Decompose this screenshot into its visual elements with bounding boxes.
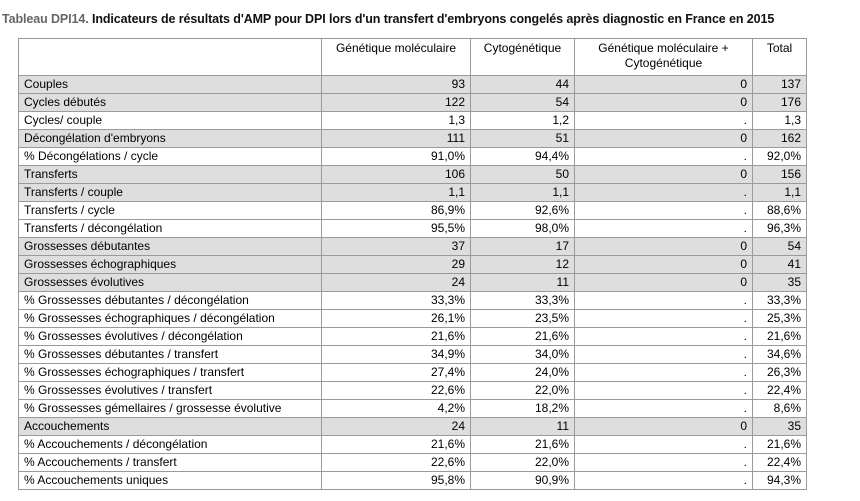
table-title: [2, 12, 860, 26]
cell-molecular-genetics: 22,6%: [322, 382, 471, 400]
cell-total: 96,3%: [753, 220, 807, 238]
cell-combined: .: [575, 472, 753, 490]
results-table: [18, 38, 807, 490]
table-row: [19, 328, 807, 346]
header-cytogenetics: Cytogénétique: [471, 39, 575, 76]
header-molecular-genetics: Génétique moléculaire: [322, 39, 471, 76]
cell-cytogenetics: 50: [471, 166, 575, 184]
cell-total: 41: [753, 256, 807, 274]
cell-combined: .: [575, 436, 753, 454]
cell-molecular-genetics: 21,6%: [322, 328, 471, 346]
row-label: Décongélation d'embryons: [19, 130, 322, 148]
table-number: Tableau DPI14.: [2, 12, 89, 26]
cell-combined: .: [575, 328, 753, 346]
cell-total: 21,6%: [753, 436, 807, 454]
table-row: [19, 184, 807, 202]
table-row: [19, 148, 807, 166]
cell-total: 156: [753, 166, 807, 184]
table-row: [19, 310, 807, 328]
row-label: % Grossesses débutantes / transfert: [19, 346, 322, 364]
cell-cytogenetics: 12: [471, 256, 575, 274]
cell-combined: 0: [575, 94, 753, 112]
row-label: % Grossesses gémellaires / grossesse évolutive: [19, 400, 322, 418]
table-row: [19, 274, 807, 292]
cell-combined: .: [575, 148, 753, 166]
cell-molecular-genetics: 86,9%: [322, 202, 471, 220]
table-row: [19, 346, 807, 364]
cell-molecular-genetics: 1,1: [322, 184, 471, 202]
cell-molecular-genetics: 34,9%: [322, 346, 471, 364]
cell-total: 33,3%: [753, 292, 807, 310]
table-row: [19, 130, 807, 148]
cell-cytogenetics: 94,4%: [471, 148, 575, 166]
row-label: % Décongélations / cycle: [19, 148, 322, 166]
cell-combined: .: [575, 310, 753, 328]
cell-total: 162: [753, 130, 807, 148]
cell-cytogenetics: 22,0%: [471, 382, 575, 400]
cell-combined: .: [575, 382, 753, 400]
cell-molecular-genetics: 33,3%: [322, 292, 471, 310]
cell-cytogenetics: 33,3%: [471, 292, 575, 310]
cell-cytogenetics: 1,1: [471, 184, 575, 202]
cell-total: 35: [753, 418, 807, 436]
cell-cytogenetics: 23,5%: [471, 310, 575, 328]
cell-total: 8,6%: [753, 400, 807, 418]
cell-cytogenetics: 18,2%: [471, 400, 575, 418]
cell-combined: .: [575, 220, 753, 238]
row-label: % Grossesses débutantes / décongélation: [19, 292, 322, 310]
cell-cytogenetics: 17: [471, 238, 575, 256]
table-row: [19, 418, 807, 436]
cell-total: 26,3%: [753, 364, 807, 382]
cell-combined: 0: [575, 256, 753, 274]
table-row: [19, 202, 807, 220]
cell-combined: .: [575, 346, 753, 364]
cell-total: 21,6%: [753, 328, 807, 346]
cell-combined: .: [575, 364, 753, 382]
cell-cytogenetics: 98,0%: [471, 220, 575, 238]
cell-total: 22,4%: [753, 382, 807, 400]
cell-combined: .: [575, 112, 753, 130]
cell-cytogenetics: 24,0%: [471, 364, 575, 382]
cell-cytogenetics: 90,9%: [471, 472, 575, 490]
cell-cytogenetics: 1,2: [471, 112, 575, 130]
row-label: Transferts / décongélation: [19, 220, 322, 238]
row-label: Grossesses échographiques: [19, 256, 322, 274]
table-caption: Indicateurs de résultats d'AMP pour DPI lors d'un transfert d'embryons congelés après diagnostic en France en 2015: [91, 12, 775, 26]
cell-total: 25,3%: [753, 310, 807, 328]
cell-molecular-genetics: 24: [322, 274, 471, 292]
row-label: Accouchements: [19, 418, 322, 436]
cell-total: 137: [753, 76, 807, 94]
cell-molecular-genetics: 29: [322, 256, 471, 274]
cell-combined: 0: [575, 166, 753, 184]
header-indicator: [19, 39, 322, 76]
cell-molecular-genetics: 111: [322, 130, 471, 148]
header-combined: Génétique moléculaire + Cytogénétique: [575, 39, 753, 76]
cell-total: 35: [753, 274, 807, 292]
header-total: Total: [753, 39, 807, 76]
cell-molecular-genetics: 91,0%: [322, 148, 471, 166]
cell-total: 34,6%: [753, 346, 807, 364]
cell-combined: 0: [575, 130, 753, 148]
table-row: [19, 400, 807, 418]
row-label: % Accouchements / transfert: [19, 454, 322, 472]
cell-cytogenetics: 21,6%: [471, 328, 575, 346]
cell-cytogenetics: 11: [471, 418, 575, 436]
cell-total: 88,6%: [753, 202, 807, 220]
cell-cytogenetics: 54: [471, 94, 575, 112]
row-label: % Grossesses évolutives / décongélation: [19, 328, 322, 346]
cell-total: 1,1: [753, 184, 807, 202]
cell-molecular-genetics: 24: [322, 418, 471, 436]
cell-combined: 0: [575, 274, 753, 292]
row-label: % Grossesses échographiques / transfert: [19, 364, 322, 382]
cell-combined: 0: [575, 418, 753, 436]
row-label: % Accouchements uniques: [19, 472, 322, 490]
cell-total: 94,3%: [753, 472, 807, 490]
cell-combined: .: [575, 400, 753, 418]
row-label: Transferts / couple: [19, 184, 322, 202]
cell-total: 54: [753, 238, 807, 256]
cell-molecular-genetics: 122: [322, 94, 471, 112]
cell-total: 22,4%: [753, 454, 807, 472]
table-body: [19, 76, 807, 490]
row-label: Transferts: [19, 166, 322, 184]
cell-cytogenetics: 21,6%: [471, 436, 575, 454]
row-label: Cycles débutés: [19, 94, 322, 112]
cell-combined: .: [575, 454, 753, 472]
cell-combined: .: [575, 292, 753, 310]
row-label: Cycles/ couple: [19, 112, 322, 130]
cell-combined: .: [575, 184, 753, 202]
cell-molecular-genetics: 4,2%: [322, 400, 471, 418]
cell-cytogenetics: 34,0%: [471, 346, 575, 364]
cell-cytogenetics: 22,0%: [471, 454, 575, 472]
table-row: [19, 436, 807, 454]
cell-molecular-genetics: 95,5%: [322, 220, 471, 238]
row-label: Transferts / cycle: [19, 202, 322, 220]
cell-total: 1,3: [753, 112, 807, 130]
cell-molecular-genetics: 1,3: [322, 112, 471, 130]
row-label: % Accouchements / décongélation: [19, 436, 322, 454]
table-row: [19, 94, 807, 112]
cell-molecular-genetics: 95,8%: [322, 472, 471, 490]
cell-combined: .: [575, 202, 753, 220]
cell-molecular-genetics: 37: [322, 238, 471, 256]
table-row: [19, 256, 807, 274]
cell-total: 92,0%: [753, 148, 807, 166]
table-row: [19, 220, 807, 238]
cell-combined: 0: [575, 76, 753, 94]
row-label: Grossesses évolutives: [19, 274, 322, 292]
table-row: [19, 76, 807, 94]
table-row: [19, 166, 807, 184]
cell-cytogenetics: 92,6%: [471, 202, 575, 220]
table-row: [19, 472, 807, 490]
cell-molecular-genetics: 22,6%: [322, 454, 471, 472]
cell-molecular-genetics: 106: [322, 166, 471, 184]
cell-molecular-genetics: 26,1%: [322, 310, 471, 328]
table-row: [19, 238, 807, 256]
row-label: Grossesses débutantes: [19, 238, 322, 256]
table-row: [19, 382, 807, 400]
header-row: [19, 39, 807, 76]
row-label: Couples: [19, 76, 322, 94]
table-row: [19, 292, 807, 310]
cell-molecular-genetics: 27,4%: [322, 364, 471, 382]
cell-molecular-genetics: 93: [322, 76, 471, 94]
table-row: [19, 112, 807, 130]
cell-total: 176: [753, 94, 807, 112]
cell-combined: 0: [575, 238, 753, 256]
row-label: % Grossesses évolutives / transfert: [19, 382, 322, 400]
table-row: [19, 454, 807, 472]
cell-cytogenetics: 51: [471, 130, 575, 148]
table-row: [19, 364, 807, 382]
row-label: % Grossesses échographiques / décongélation: [19, 310, 322, 328]
cell-cytogenetics: 44: [471, 76, 575, 94]
cell-molecular-genetics: 21,6%: [322, 436, 471, 454]
cell-cytogenetics: 11: [471, 274, 575, 292]
